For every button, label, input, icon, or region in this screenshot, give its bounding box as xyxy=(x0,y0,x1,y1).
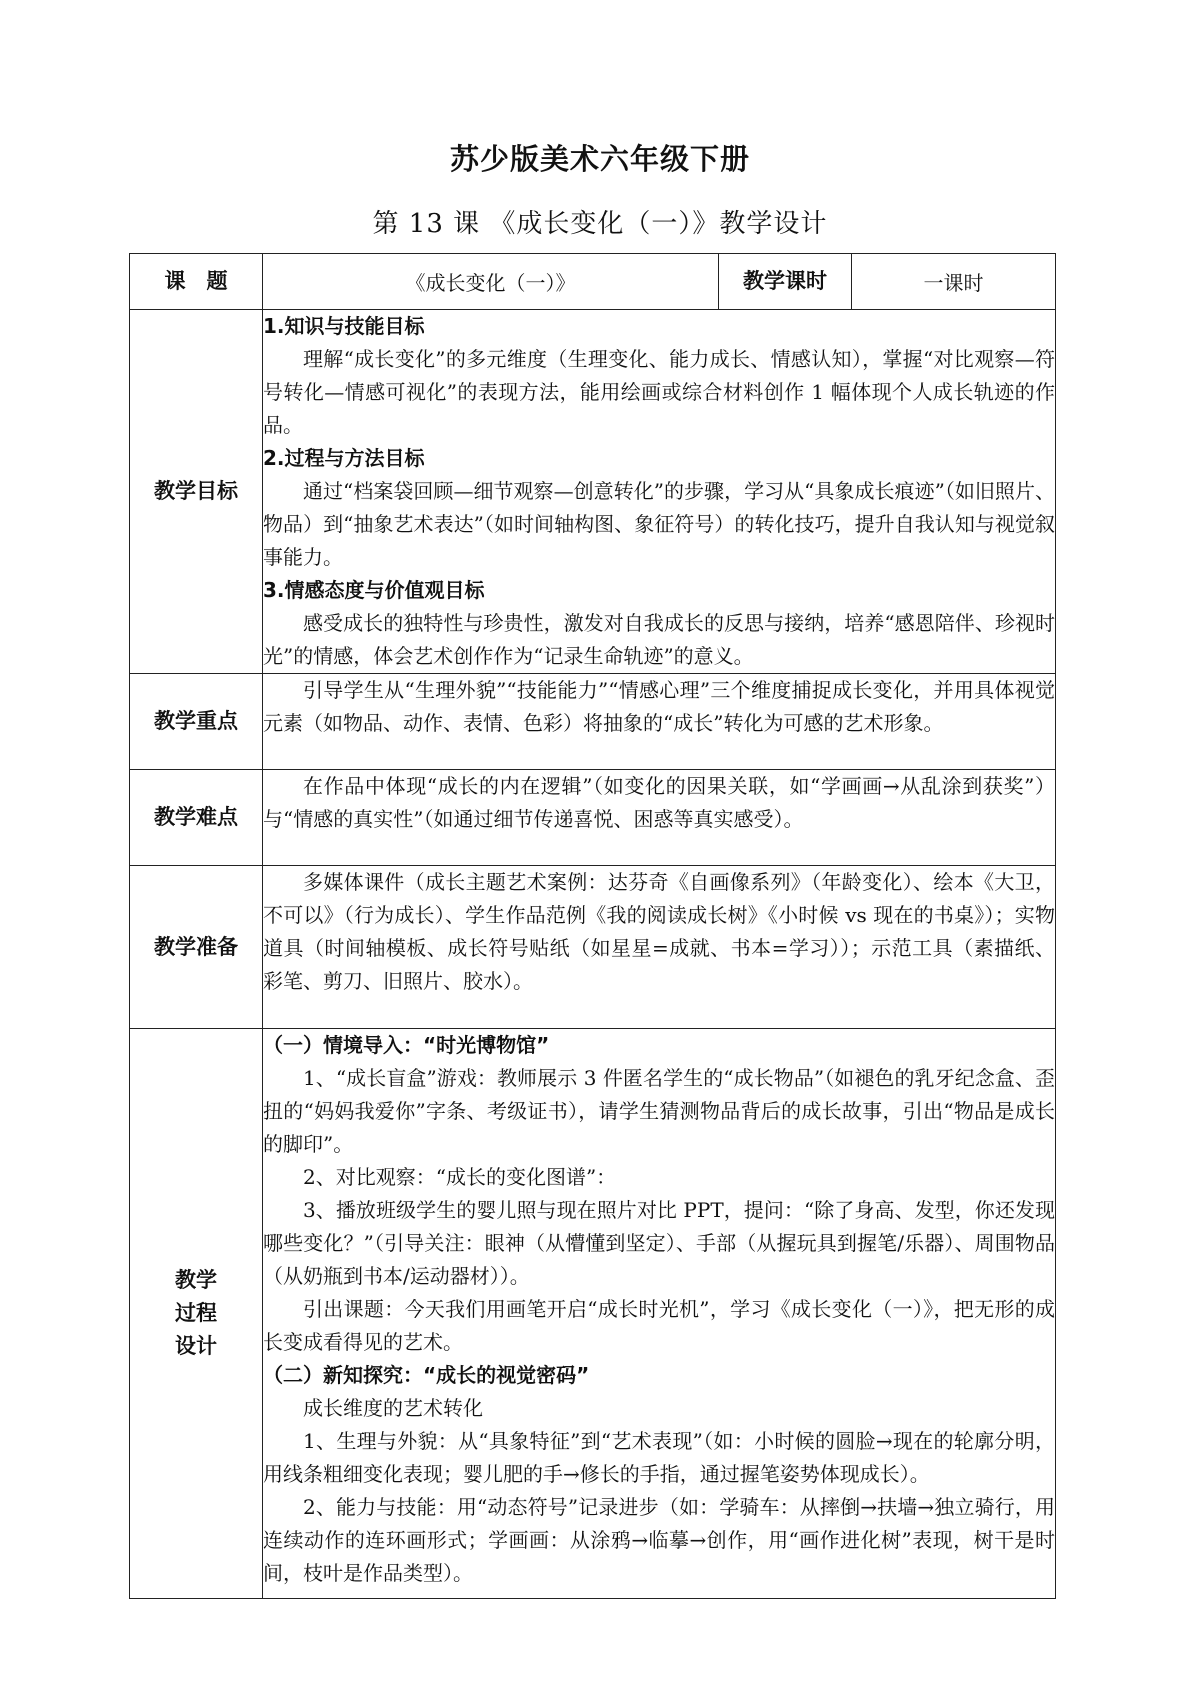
process-label: 教学 过程 设计 xyxy=(130,1029,263,1599)
preparation-label: 教学准备 xyxy=(130,866,263,1029)
objective-text-3: 感受成长的独特性与珍贵性，激发对自我成长的反思与接纳，培养“感恩陪伴、珍视时光”的情感，体会艺术创作作为“记录生命轨迹”的意义。 xyxy=(263,611,1055,668)
objective-heading-2: 2.过程与方法目标 xyxy=(263,446,425,470)
document-title: 苏少版美术六年级下册 xyxy=(449,142,750,176)
difficulties-row xyxy=(130,770,1056,866)
difficulties-text: 在作品中体现“成长的内在逻辑”（如变化的因果关联，如“学画画→从乱涂到获奖”）与“情感的真实性”（如通过细节传递喜悦、困惑等真实感受）。 xyxy=(263,774,1055,831)
section-2-para-2: 2、能力与技能：用“动态符号”记录进步（如：学骑车：从摔倒→扶墙→独立骑行，用连续动作的连环画形式；学画画：从涂鸦→临摹→创作，用“画作进化树”表现，树干是时间，枝叶是作品类型）。 xyxy=(263,1495,1055,1585)
objective-text-1: 理解“成长变化”的多元维度（生理变化、能力成长、情感认知），掌握“对比观察—符号转化—情感可视化”的表现方法，能用绘画或综合材料创作 1 幅体现个人成长轨迹的作品。 xyxy=(263,347,1055,437)
topic-value: 《成长变化（一）》 xyxy=(263,254,719,310)
objectives-row xyxy=(130,310,1056,674)
objectives-content xyxy=(263,310,1056,674)
header-row xyxy=(130,254,1056,310)
objective-heading-3: 3.情感态度与价值观目标 xyxy=(263,578,485,602)
preparation-text: 多媒体课件（成长主题艺术案例：达芬奇《自画像系列》（年龄变化）、绘本《大卫，不可以》（行为成长）、学生作品范例《我的阅读成长树》《小时候 vs 现在的书桌》）；实物道具（时间轴模板、成长符号贴纸（如星星=成就、书本=学习））；示范工具（素描纸、彩笔、剪刀、旧照片、胶水）。 xyxy=(263,870,1055,993)
hours-value: 一课时 xyxy=(852,254,1056,310)
section-2-para-0: 成长维度的艺术转化 xyxy=(303,1396,483,1420)
lesson-plan-table xyxy=(129,253,1056,1599)
difficulties-label: 教学难点 xyxy=(130,770,263,866)
objective-heading-1: 1.知识与技能目标 xyxy=(263,314,425,338)
section-1-para-4: 引出课题：今天我们用画笔开启“成长时光机”，学习《成长变化（一）》，把无形的成长变成看得见的艺术。 xyxy=(263,1297,1055,1354)
process-row xyxy=(130,1029,1056,1599)
preparation-row xyxy=(130,866,1056,1029)
objective-text-2: 通过“档案袋回顾—细节观察—创意转化”的步骤，学习从“具象成长痕迹”（如旧照片、物品）到“抽象艺术表达”（如时间轴构图、象征符号）的转化技巧，提升自我认知与视觉叙事能力。 xyxy=(263,479,1055,569)
topic-label: 课 题 xyxy=(130,254,263,310)
section-2-heading: （二）新知探究：“成长的视觉密码” xyxy=(263,1363,590,1387)
key-points-row xyxy=(130,674,1056,770)
process-content xyxy=(263,1029,1056,1599)
key-points-label: 教学重点 xyxy=(130,674,263,770)
section-1-para-1: 1、“成长盲盒”游戏：教师展示 3 件匿名学生的“成长物品”（如褪色的乳牙纪念盒、歪扭的“妈妈我爱你”字条、考级证书），请学生猜测物品背后的成长故事，引出“物品是成长的脚印”。 xyxy=(263,1066,1055,1156)
objectives-label: 教学目标 xyxy=(130,310,263,674)
hours-label: 教学课时 xyxy=(719,254,852,310)
document-subtitle: 第 13 课 《成长变化（一）》教学设计 xyxy=(372,209,828,239)
section-1-para-3: 3、播放班级学生的婴儿照与现在照片对比 PPT，提问：“除了身高、发型，你还发现哪些变化？”（引导关注：眼神（从懵懂到坚定）、手部（从握玩具到握笔/乐器）、周围物品（从奶瓶到书本/运动器材））。 xyxy=(263,1198,1055,1288)
key-points-text: 引导学生从“生理外貌”“技能能力”“情感心理”三个维度捕捉成长变化，并用具体视觉元素（如物品、动作、表情、色彩）将抽象的“成长”转化为可感的艺术形象。 xyxy=(263,678,1055,735)
section-1-heading: （一）情境导入：“时光博物馆” xyxy=(263,1033,550,1057)
section-1-para-2: 2、对比观察：“成长的变化图谱”： xyxy=(303,1165,617,1189)
section-2-para-1: 1、生理与外貌：从“具象特征”到“艺术表现”（如：小时候的圆脸→现在的轮廓分明，用线条粗细变化表现；婴儿肥的手→修长的手指，通过握笔姿势体现成长）。 xyxy=(263,1429,1055,1486)
